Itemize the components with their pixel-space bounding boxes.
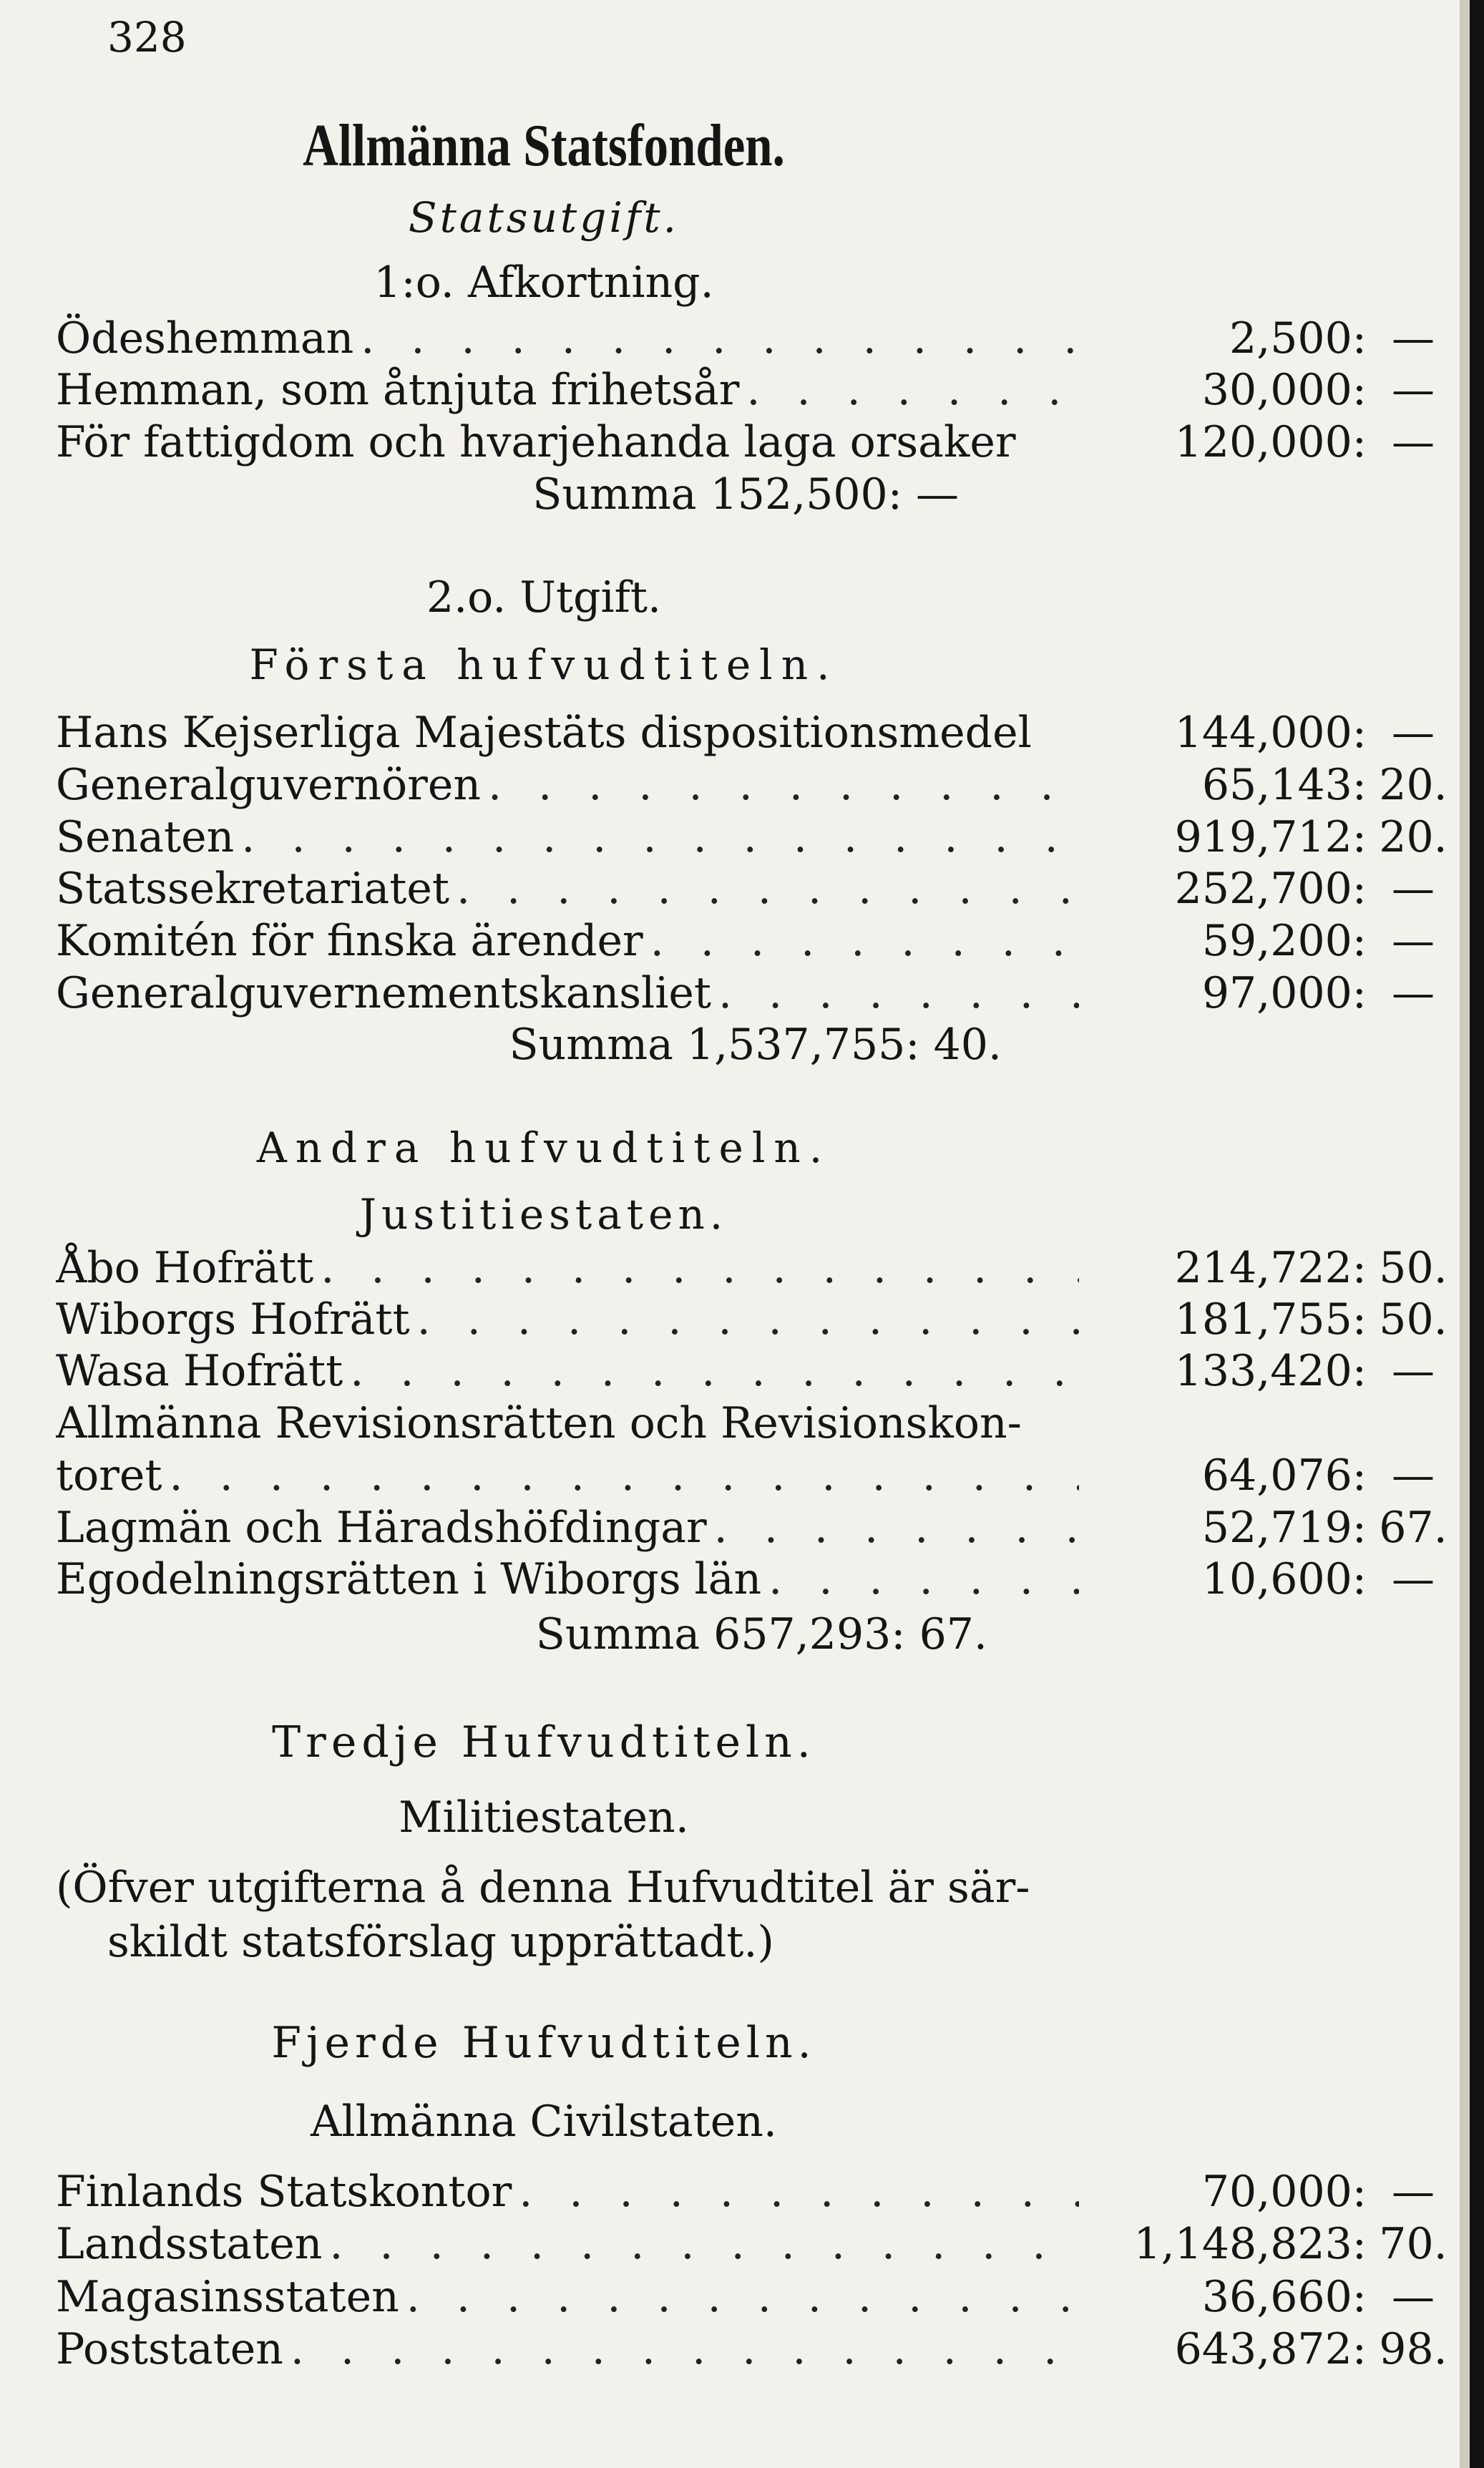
row-cents: — (1392, 2272, 1435, 2322)
row-cents: — (1392, 365, 1435, 415)
page-title: Allmänna Statsfonden. (303, 112, 785, 179)
list-item (56, 2323, 1079, 2375)
row-label: Åbo Hofrätt (56, 1243, 314, 1293)
row-label: Generalguvernementskansliet (56, 968, 712, 1018)
row-amount: 120,000: (1174, 417, 1367, 467)
row-label: Senaten (56, 812, 235, 862)
row-amount: 181,755: (1174, 1294, 1367, 1345)
row-label: Finlands Statskontor (56, 2167, 512, 2217)
row-label: Komitén för finska ärender (56, 916, 643, 966)
heading-forsta: Första hufvudtiteln. (249, 640, 839, 689)
row-amount: 133,420: (1174, 1346, 1367, 1396)
page-edge (1470, 0, 1484, 2468)
list-item (56, 915, 1079, 967)
list-item (56, 759, 1079, 811)
row-label: Generalguvernören (56, 760, 481, 810)
row-amount: 919,712: (1174, 812, 1367, 862)
row-amount: 214,722: (1174, 1243, 1367, 1293)
row-amount: 252,700: (1174, 864, 1367, 914)
row-amount: 2,500: (1229, 313, 1367, 364)
section-utgift: 2.o. Utgift. (426, 572, 662, 623)
row-amount: 97,000: (1201, 968, 1367, 1018)
row-cents: 50. (1379, 1243, 1448, 1293)
row-cents: 70. (1379, 2219, 1448, 2269)
list-item (56, 707, 1079, 759)
row-cents: — (1392, 2167, 1435, 2217)
summa: Summa 152,500: — (532, 469, 959, 520)
summa: Summa 657,293: 67. (535, 1609, 987, 1659)
row-amount: 59,200: (1201, 916, 1367, 966)
row-label: Statssekretariatet (56, 864, 449, 914)
row-label: Lagmän och Häradshöfdingar (56, 1503, 707, 1553)
row-label: Magasinsstaten (56, 2272, 399, 2322)
list-item (56, 2271, 1079, 2323)
note-line-1: (Öfver utgifterna å denna Hufvudtitel är sär- (56, 1863, 1030, 1913)
note-line-2: skildt statsförslag upprättadt.) (107, 1917, 774, 1967)
row-amount: 1,148,823: (1133, 2219, 1367, 2269)
row-label: Allmänna Revisionsrätten och Revisionskon- (56, 1398, 1022, 1448)
list-item (56, 313, 1079, 364)
row-amount: 52,719: (1201, 1503, 1367, 1553)
row-amount: 144,000: (1174, 708, 1367, 758)
page-shadow (1460, 0, 1470, 2468)
list-item (56, 364, 1079, 416)
row-cents: 98. (1379, 2324, 1448, 2374)
list-item (56, 2218, 1079, 2270)
row-cents: — (1392, 1554, 1435, 1604)
row-cents: 20. (1379, 760, 1448, 810)
heading-tredje: Tredje Hufvudtiteln. (272, 1717, 816, 1767)
section-afkortning: 1:o. Afkortning. (374, 258, 714, 308)
row-cents: — (1392, 916, 1435, 966)
row-label: Hans Kejserliga Majestäts dispositionsmedel (56, 708, 1032, 758)
row-amount: 65,143: (1201, 760, 1367, 810)
list-item (56, 416, 1079, 468)
row-amount: 10,600: (1201, 1554, 1367, 1604)
heading-fjerde: Fjerde Hufvudtiteln. (271, 2018, 816, 2068)
row-cents: 67. (1379, 1503, 1448, 1553)
row-amount: 64,076: (1201, 1450, 1367, 1501)
row-label: Ödeshemman (56, 313, 354, 364)
page-number: 328 (107, 13, 187, 62)
list-item (56, 1502, 1079, 1554)
list-item (56, 863, 1079, 914)
list-item (56, 1294, 1079, 1345)
row-cents: — (1392, 708, 1435, 758)
summa: Summa 1,537,755: 40. (509, 1020, 1002, 1070)
row-label: Wiborgs Hofrätt (56, 1294, 410, 1345)
row-label: Poststaten (56, 2324, 283, 2374)
row-cents: — (1392, 1450, 1435, 1501)
row-label: För fattigdom och hvarjehanda laga orsaker (56, 417, 1016, 467)
row-cents: 50. (1379, 1294, 1448, 1345)
list-item (56, 811, 1079, 863)
row-amount: 70,000: (1201, 2167, 1367, 2217)
row-label: Egodelningsrätten i Wiborgs län (56, 1554, 762, 1604)
subheading-justitie: Justitiestaten. (359, 1190, 728, 1239)
row-cents: 20. (1379, 812, 1448, 862)
subheading-civil: Allmänna Civilstaten. (311, 2097, 777, 2147)
row-label: Landsstaten (56, 2219, 323, 2269)
subtitle: Statsutgift. (408, 193, 680, 242)
row-cents: — (1392, 864, 1435, 914)
list-item (56, 1242, 1079, 1294)
row-label: toret (56, 1450, 162, 1501)
row-amount: 36,660: (1201, 2272, 1367, 2322)
row-cents: — (1392, 968, 1435, 1018)
heading-andra: Andra hufvudtiteln. (256, 1123, 831, 1172)
row-cents: — (1392, 417, 1435, 467)
row-label: Wasa Hofrätt (56, 1346, 343, 1396)
subheading-militie: Militiestaten. (399, 1793, 689, 1843)
list-item (56, 1450, 1079, 1501)
row-amount: 643,872: (1174, 2324, 1367, 2374)
row-cents: — (1392, 1346, 1435, 1396)
list-item (56, 1398, 1079, 1449)
list-item (56, 967, 1079, 1019)
row-label: Hemman, som åtnjuta frihetsår (56, 365, 740, 415)
list-item (56, 1554, 1079, 1605)
row-cents: — (1392, 313, 1435, 364)
row-amount: 30,000: (1201, 365, 1367, 415)
list-item (56, 1345, 1079, 1397)
list-item (56, 2166, 1079, 2218)
